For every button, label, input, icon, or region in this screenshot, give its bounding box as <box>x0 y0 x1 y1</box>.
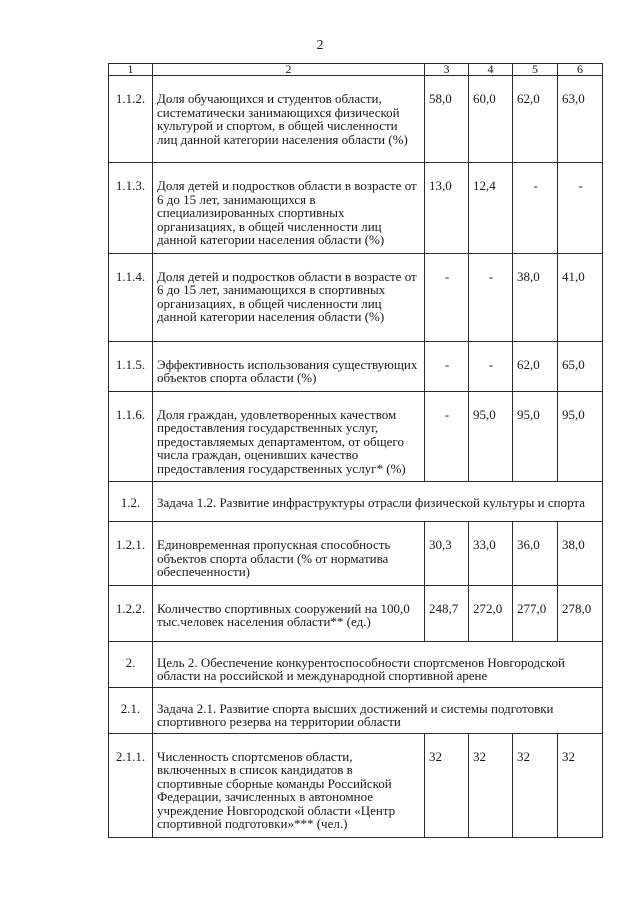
indicator-text: Доля детей и подростков области в возрасте от 6 до 15 лет, занимающихся в специализированных спортивных организациях, в общей численности лиц данной категории населения области (%) <box>153 163 425 254</box>
value-cell: 277,0 <box>513 585 558 641</box>
indicators-table <box>108 63 603 838</box>
value-cell: 95,0 <box>558 391 603 482</box>
row-number: 1.2. <box>109 482 153 522</box>
value-cell: 36,0 <box>513 522 558 586</box>
value-cell: 32 <box>558 733 603 837</box>
value-cell: 32 <box>469 733 513 837</box>
section-row <box>109 641 603 687</box>
value-cell: 62,0 <box>513 341 558 391</box>
table-row <box>109 341 603 391</box>
table-row <box>109 253 603 341</box>
row-number: 1.1.3. <box>109 163 153 254</box>
value-cell: 41,0 <box>558 253 603 341</box>
section-title: Задача 2.1. Развитие спорта высших достижений и системы подготовки спортивного резерва на территории области <box>153 687 603 733</box>
value-cell: - <box>425 391 469 482</box>
header-cell: 6 <box>558 64 603 76</box>
row-number: 1.1.5. <box>109 341 153 391</box>
value-cell: 62,0 <box>513 76 558 163</box>
indicator-text: Эффективность использования существующих объектов спорта области (%) <box>153 341 425 391</box>
value-cell: 65,0 <box>558 341 603 391</box>
value-cell: 58,0 <box>425 76 469 163</box>
table-row <box>109 76 603 163</box>
value-cell: - <box>558 163 603 254</box>
row-number: 1.2.2. <box>109 585 153 641</box>
value-cell: 248,7 <box>425 585 469 641</box>
table-row <box>109 733 603 837</box>
header-cell: 2 <box>153 64 425 76</box>
row-number: 1.2.1. <box>109 522 153 586</box>
indicator-text: Доля граждан, удовлетворенных качеством предоставления государственных услуг, предоставляемых департаментом, от общего числа граждан, оценивших качество предоставления государственных услуг* (%) <box>153 391 425 482</box>
value-cell: 30,3 <box>425 522 469 586</box>
indicator-text: Единовременная пропускная способность объектов спорта области (% от норматива обеспеченности) <box>153 522 425 586</box>
value-cell: 33,0 <box>469 522 513 586</box>
header-cell: 4 <box>469 64 513 76</box>
section-title: Задача 1.2. Развитие инфраструктуры отрасли физической культуры и спорта <box>153 482 603 522</box>
page-number: 2 <box>316 38 324 53</box>
section-row <box>109 687 603 733</box>
value-cell: 12,4 <box>469 163 513 254</box>
row-number: 2. <box>109 641 153 687</box>
value-cell: 38,0 <box>513 253 558 341</box>
value-cell: 13,0 <box>425 163 469 254</box>
value-cell: 60,0 <box>469 76 513 163</box>
indicator-text: Количество спортивных сооружений на 100,0 тыс.человек населения области** (ед.) <box>153 585 425 641</box>
value-cell: - <box>425 253 469 341</box>
value-cell: 38,0 <box>558 522 603 586</box>
row-number: 2.1. <box>109 687 153 733</box>
value-cell: - <box>513 163 558 254</box>
section-row <box>109 482 603 522</box>
row-number: 2.1.1. <box>109 733 153 837</box>
value-cell: 63,0 <box>558 76 603 163</box>
table-row <box>109 391 603 482</box>
table-row <box>109 585 603 641</box>
row-number: 1.1.6. <box>109 391 153 482</box>
value-cell: - <box>425 341 469 391</box>
header-cell: 5 <box>513 64 558 76</box>
header-cell: 3 <box>425 64 469 76</box>
value-cell: 278,0 <box>558 585 603 641</box>
value-cell: - <box>469 253 513 341</box>
value-cell: 32 <box>425 733 469 837</box>
section-title: Цель 2. Обеспечение конкурентоспособности спортсменов Новгородской области на российской и международной спортивной арене <box>153 641 603 687</box>
value-cell: 95,0 <box>513 391 558 482</box>
indicator-text: Численность спортсменов области, включенных в список кандидатов в спортивные сборные команды Российской Федерации, зачисленных в автономное учреждение Новгородской области «Центр спортивной подготовки»*** (чел.) <box>153 733 425 837</box>
indicator-text: Доля обучающихся и студентов области, систематически занимающихся физической культурой и спортом, в общей численности лиц данной категории населения области (%) <box>153 76 425 163</box>
row-number: 1.1.4. <box>109 253 153 341</box>
table-row <box>109 522 603 586</box>
value-cell: - <box>469 341 513 391</box>
value-cell: 32 <box>513 733 558 837</box>
indicator-text: Доля детей и подростков области в возрасте от 6 до 15 лет, занимающихся в спортивных организациях, в общей численности лиц данной категории населения области (%) <box>153 253 425 341</box>
row-number: 1.1.2. <box>109 76 153 163</box>
value-cell: 95,0 <box>469 391 513 482</box>
table-row <box>109 163 603 254</box>
value-cell: 272,0 <box>469 585 513 641</box>
header-cell: 1 <box>109 64 153 76</box>
table-header-row <box>109 64 603 76</box>
